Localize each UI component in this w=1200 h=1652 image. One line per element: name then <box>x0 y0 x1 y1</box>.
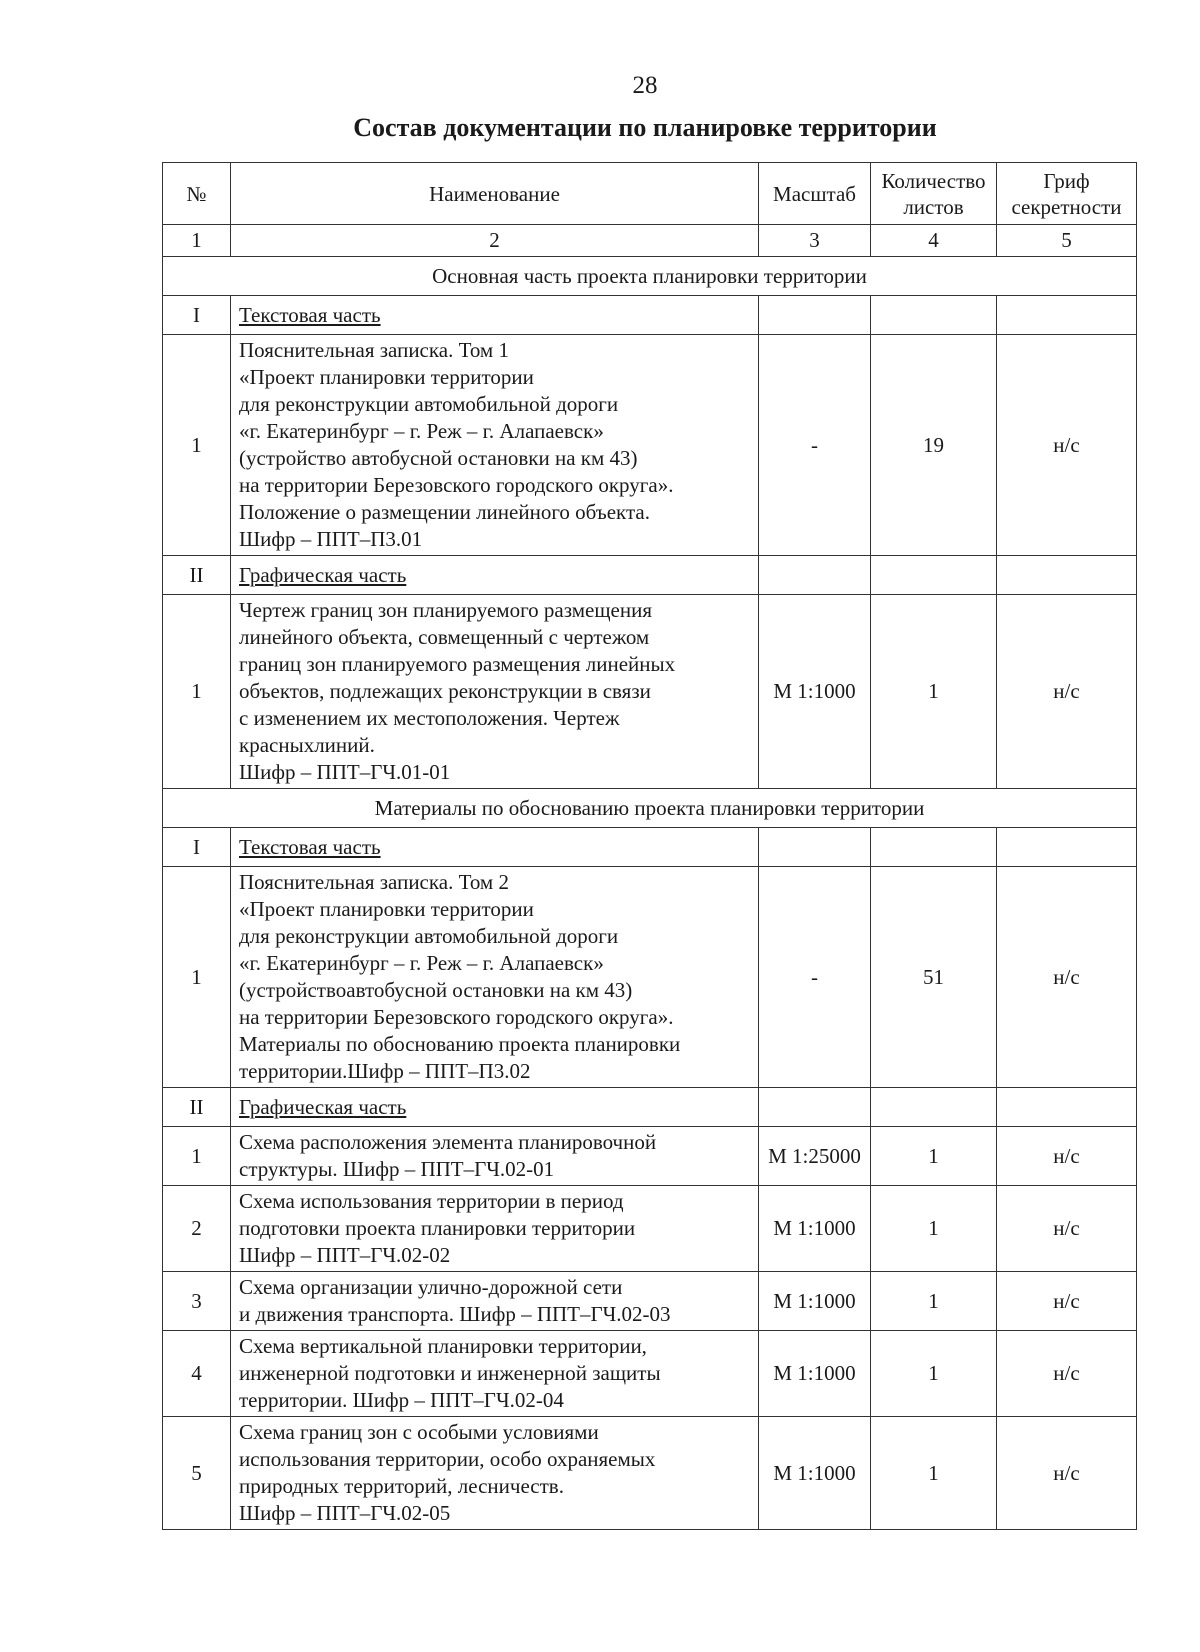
document-name-line: (устройство автобусной остановки на км 43) <box>239 446 638 470</box>
document-name <box>231 1272 759 1331</box>
document-name-line: инженерной подготовки и инженерной защиты <box>239 1361 661 1385</box>
document-name-line: использования территории, особо охраняемых <box>239 1447 656 1471</box>
column-index: 1 <box>163 225 231 257</box>
secrecy-stamp: н/с <box>997 1417 1137 1530</box>
document-name-line: «Проект планировки территории <box>239 365 534 389</box>
empty-cell <box>871 828 997 867</box>
part-title: Текстовая часть <box>239 302 381 327</box>
document-name <box>231 1417 759 1530</box>
document-name <box>231 1331 759 1417</box>
secrecy-stamp: н/с <box>997 595 1137 789</box>
header-sheet-count <box>871 163 997 225</box>
part-title-cell <box>231 296 759 335</box>
part-title-cell <box>231 828 759 867</box>
table-row <box>163 1331 1137 1417</box>
scale-value: М 1:1000 <box>759 1331 871 1417</box>
column-index: 4 <box>871 225 997 257</box>
part-title: Графическая часть <box>239 1094 407 1119</box>
part-title-cell <box>231 556 759 595</box>
row-number: 5 <box>163 1417 231 1530</box>
empty-cell <box>759 296 871 335</box>
document-name-line: границ зон планируемого размещения линейных <box>239 652 676 676</box>
table-row <box>163 1127 1137 1186</box>
page-number: 28 <box>632 72 658 99</box>
document-name-line: (устройствоавтобусной остановки на км 43) <box>239 978 633 1002</box>
document-name-line: Схема расположения элемента планировочной <box>239 1130 657 1154</box>
section-title: Материалы по обоснованию проекта планировки территории <box>163 789 1137 828</box>
sheet-count: 1 <box>871 1331 997 1417</box>
empty-cell <box>871 1088 997 1127</box>
header-count-line-1: Количество <box>881 168 986 193</box>
scale-value: М 1:1000 <box>759 1186 871 1272</box>
document-name-line: Шифр – ППТ–ГЧ.02-02 <box>239 1243 451 1267</box>
document-name-line: «Проект планировки территории <box>239 897 534 921</box>
section-row <box>163 257 1137 296</box>
header-name: Наименование <box>231 163 759 225</box>
row-number: 1 <box>163 867 231 1088</box>
column-index-row <box>163 225 1137 257</box>
document-name-line: «г. Екатеринбург – г. Реж – г. Алапаевск» <box>239 951 604 975</box>
secrecy-stamp: н/с <box>997 335 1137 556</box>
table-row <box>163 867 1137 1088</box>
secrecy-stamp: н/с <box>997 1186 1137 1272</box>
document-name-line: Схема вертикальной планировки территории, <box>239 1334 647 1358</box>
empty-cell <box>759 1088 871 1127</box>
column-index: 2 <box>231 225 759 257</box>
empty-cell <box>759 828 871 867</box>
document-name-line: «г. Екатеринбург – г. Реж – г. Алапаевск» <box>239 419 604 443</box>
empty-cell <box>997 1088 1137 1127</box>
document-name-line: на территории Березовского городского округа». <box>239 1005 674 1029</box>
part-row <box>163 828 1137 867</box>
scale-value: - <box>759 867 871 1088</box>
header-secrecy <box>997 163 1137 225</box>
row-number: 3 <box>163 1272 231 1331</box>
scale-value: М 1:1000 <box>759 1417 871 1530</box>
row-number: 1 <box>163 335 231 556</box>
table-row <box>163 1186 1137 1272</box>
document-name-line: на территории Березовского городского округа». <box>239 473 674 497</box>
part-row <box>163 1088 1137 1127</box>
sheet-count: 1 <box>871 1417 997 1530</box>
document-name-line: Шифр – ППТ–ГЧ.02-05 <box>239 1501 451 1525</box>
document-name <box>231 595 759 789</box>
header-number: № <box>163 163 231 225</box>
document-name-line: красныхлиний. <box>239 733 375 757</box>
documentation-table <box>162 162 1137 1530</box>
scale-value: М 1:1000 <box>759 595 871 789</box>
table-row <box>163 1417 1137 1530</box>
document-name-line: Схема границ зон с особыми условиями <box>239 1420 599 1444</box>
document-name <box>231 1186 759 1272</box>
secrecy-stamp: н/с <box>997 867 1137 1088</box>
document-name-line: подготовки проекта планировки территории <box>239 1216 636 1240</box>
document-name-line: Пояснительная записка. Том 1 <box>239 338 509 362</box>
sheet-count: 1 <box>871 1127 997 1186</box>
scale-value: - <box>759 335 871 556</box>
document-name-line: для реконструкции автомобильной дороги <box>239 392 619 416</box>
document-name-line: территории. Шифр – ППТ–ГЧ.02-04 <box>239 1388 564 1412</box>
part-row <box>163 296 1137 335</box>
document-name-line: структуры. Шифр – ППТ–ГЧ.02-01 <box>239 1157 555 1181</box>
row-number: 1 <box>163 1127 231 1186</box>
row-number: 4 <box>163 1331 231 1417</box>
document-name-line: Шифр – ППТ–ГЧ.01-01 <box>239 760 451 784</box>
part-number: I <box>163 296 231 335</box>
row-number: 1 <box>163 595 231 789</box>
secrecy-stamp: н/с <box>997 1127 1137 1186</box>
document-name-line: линейного объекта, совмещенный с чертежом <box>239 625 650 649</box>
column-index: 3 <box>759 225 871 257</box>
empty-cell <box>997 828 1137 867</box>
section-row <box>163 789 1137 828</box>
secrecy-stamp: н/с <box>997 1272 1137 1331</box>
part-number: II <box>163 1088 231 1127</box>
table-row <box>163 595 1137 789</box>
document-name-line: Положение о размещении линейного объекта. <box>239 500 650 524</box>
row-number: 2 <box>163 1186 231 1272</box>
document-name-line: территории.Шифр – ППТ–П3.02 <box>239 1059 531 1083</box>
document-name-line: Пояснительная записка. Том 2 <box>239 870 509 894</box>
scale-value: М 1:25000 <box>759 1127 871 1186</box>
header-grif-line-2: секретности <box>1011 194 1122 219</box>
secrecy-stamp: н/с <box>997 1331 1137 1417</box>
table-row <box>163 335 1137 556</box>
scale-value: М 1:1000 <box>759 1272 871 1331</box>
table-header <box>163 163 1137 257</box>
part-title-cell <box>231 1088 759 1127</box>
part-title: Графическая часть <box>239 562 407 587</box>
empty-cell <box>997 556 1137 595</box>
sheet-count: 19 <box>871 335 997 556</box>
table-body <box>163 257 1137 1530</box>
document-name <box>231 867 759 1088</box>
document-name-line: Материалы по обоснованию проекта планировки <box>239 1032 681 1056</box>
document-name-line: с изменением их местоположения. Чертеж <box>239 706 620 730</box>
sheet-count: 1 <box>871 1272 997 1331</box>
sheet-count: 1 <box>871 595 997 789</box>
document-name-line: Чертеж границ зон планируемого размещения <box>239 598 652 622</box>
empty-cell <box>871 296 997 335</box>
document-name-line: для реконструкции автомобильной дороги <box>239 924 619 948</box>
empty-cell <box>871 556 997 595</box>
sheet-count: 1 <box>871 1186 997 1272</box>
document-name-line: Схема использования территории в период <box>239 1189 624 1213</box>
section-title: Основная часть проекта планировки территории <box>163 257 1137 296</box>
document-name <box>231 335 759 556</box>
part-title: Текстовая часть <box>239 834 381 859</box>
empty-cell <box>997 296 1137 335</box>
document-name-line: и движения транспорта. Шифр – ППТ–ГЧ.02-03 <box>239 1302 671 1326</box>
document-name-line: Схема организации улично-дорожной сети <box>239 1275 623 1299</box>
header-scale: Масштаб <box>759 163 871 225</box>
part-number: I <box>163 828 231 867</box>
page-title: Состав документации по планировке территории <box>353 113 937 142</box>
header-grif-line-1: Гриф <box>1043 168 1090 193</box>
part-number: II <box>163 556 231 595</box>
document-name-line: Шифр – ППТ–П3.01 <box>239 527 423 551</box>
sheet-count: 51 <box>871 867 997 1088</box>
document-name <box>231 1127 759 1186</box>
part-row <box>163 556 1137 595</box>
document-name-line: природных территорий, лесничеств. <box>239 1474 564 1498</box>
column-index: 5 <box>997 225 1137 257</box>
header-count-line-2: листов <box>903 194 964 219</box>
document-name-line: объектов, подлежащих реконструкции в связи <box>239 679 651 703</box>
table-row <box>163 1272 1137 1331</box>
empty-cell <box>759 556 871 595</box>
